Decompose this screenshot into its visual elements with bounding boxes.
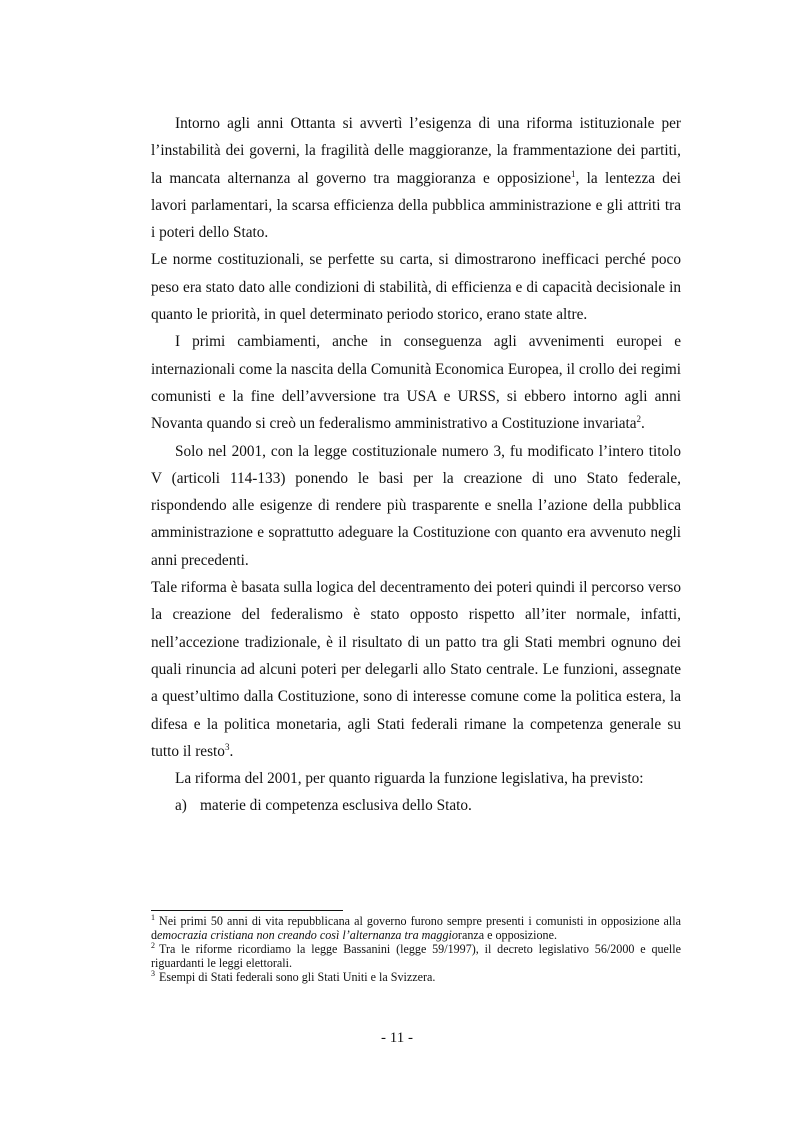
footnotes [151,912,681,986]
list-item-text: materie di competenza esclusiva dello Stato. [200,797,472,815]
paragraph-4: Solo nel 2001, con la legge costituzionale numero 3, fu modificato l’intero titolo V (articoli 114-133) ponendo le basi per la creazione di uno Stato federale, rispondendo alle esigenze di rendere più trasparente e snella l’azione della pubblica amministrazione e soprattutto adeguare la Costituzione con quanto era avvenuto negli anni precedenti. [151,442,681,569]
footnote-mark: 2 [151,941,155,951]
footnote-3: $^3$ Esempi di Stati federali sono gli Stati Uniti e la Svizzera. [151,969,436,985]
paragraph-1: Intorno agli anni Ottanta si avvertì l’esigenza di una riforma istituzionale per l’instabilità dei governi, la fragilità delle maggioranze, la frammentazione dei partiti, la mancata alternanza al governo tra maggioranza e opposizione$^1$, la lentezza dei lavori parlamentari, la scarsa efficienza della pubblica amministrazione e gli attriti tra i poteri dello Stato. [151,115,681,242]
body-text [151,110,681,820]
paragraph-5: Tale riforma è basata sulla logica del decentramento dei poteri quindi il percorso verso la creazione del federalismo è stato opposto rispetto all’iter normale, infatti, nell’accezione tradizionale, è il risultato di un patto tra gli Stati membri ognuno dei quali rinuncia ad alcuni poteri per delegarli allo Stato centrale. Le funzioni, assegnate a quest’ultimo dalla Costituzione, sono di interesse comune come la politica estera, la difesa e la politica monetaria, agli Stati federali rimane la competenza generale su tutto il resto$^3$. [151,579,681,760]
paragraph-3: I primi cambiamenti, anche in conseguenza agli avvenimenti europei e internazionali come la nascita della Comunità Economica Europea, il crollo dei regimi comunisti e la fine dell’avversione tra USA e URSS, si ebbero intorno agli anni Novanta quando si creò un federalismo amministrativo a Costituzione invariata$^2$. [151,333,681,433]
footnote-separator [151,910,343,911]
paragraph-6: La riforma del 2001, per quanto riguarda la funzione legislativa, ha previsto: [175,770,644,788]
footnote-ref-1[interactable]: 1 [571,168,576,179]
paragraph-2: Le norme costituzionali, se perfette su carta, si dimostrarono inefficaci perché poco peso era stato dato alle condizioni di stabilità, di efficienza e di capacità decisionale in quanto le priorità, in quel determinato periodo storico, erano state altre. [151,251,681,324]
list-marker: a) [175,797,187,815]
footnote-2: $^2$ Tra le riforme ricordiamo la legge Bassanini (legge 59/1997), il decreto legislativo 56/2000 e quelle riguardanti le leggi elettorali. [151,941,681,970]
footnote-1: $^1$ Nei primi 50 anni di vita repubblicana al governo furono sempre presenti i comunisti in opposizione alla democrazia cristiana non creando così l’alternanza tra maggioranza e opposizione. [151,912,681,942]
list-item [151,792,681,819]
footnote-mark: 1 [151,912,155,922]
footnote-mark: 3 [151,969,155,979]
footnote-ref-3[interactable]: 3 [224,741,230,752]
page-number: - 11 - [381,1030,413,1046]
footnote-ref-2[interactable]: 2 [636,414,642,425]
